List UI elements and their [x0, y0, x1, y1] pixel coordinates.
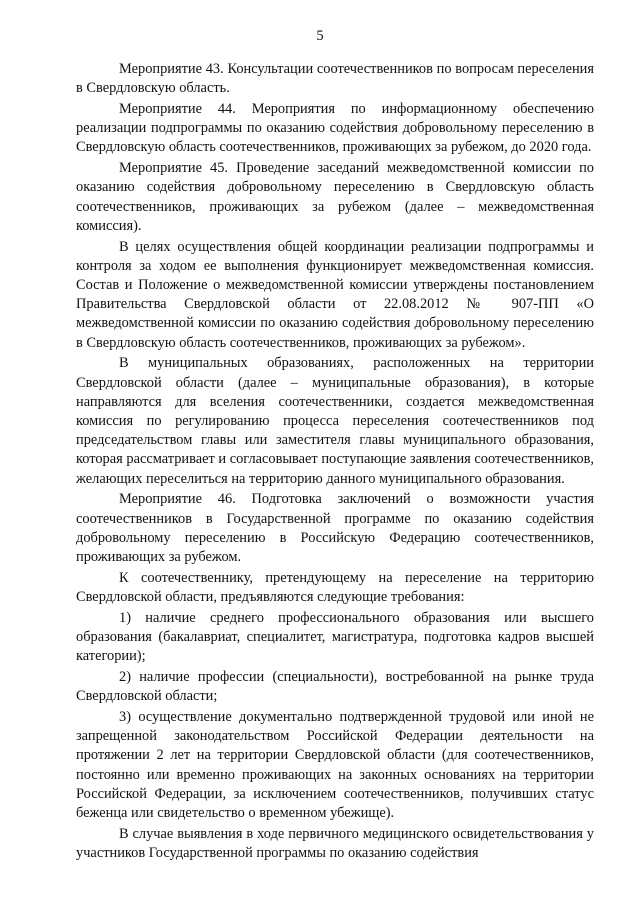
paragraph-measure-44: Мероприятие 44. Мероприятия по информационному обеспечению реализации подпрограммы по оказанию содействия добровольному переселению в Свердловскую область соотечественников, проживающих за рубежом, до 2020 года.: [76, 101, 594, 156]
paragraph-municipal-commissions: В муниципальных образованиях, расположенных на территории Свердловской области (далее – муниципальные образования), в которые направляются для вселения соотечественники, создается межведомственная комиссия по регулированию процесса переселения соотечественников под председательством главы или заместителя главы муниципального образования, которая рассматривает и согласовывает поступающие заявления соотечественников, желающих переселиться на территорию данного муниципального образования.: [76, 355, 594, 487]
requirement-item-1: 1) наличие среднего профессионального образования или высшего образования (бакалавриат, специалитет, магистратура, подготовка кадров высшей категории);: [76, 609, 594, 665]
paragraph-measure-45: Мероприятие 45. Проведение заседаний межведомственной комиссии по оказанию содействия добровольному переселению в Свердловскую область соотечественников, проживающих за рубежом (далее – межведомственная комиссия).: [76, 160, 594, 234]
paragraph-measure-43: Мероприятие 43. Консультации соотечественников по вопросам переселения в Свердловскую область.: [76, 61, 594, 97]
page-number: 5: [316, 28, 324, 44]
document-body: [76, 60, 594, 865]
paragraph-requirements-intro: К соотечественнику, претендующему на переселение на территорию Свердловской области, предъявляются следующие требования:: [76, 569, 594, 606]
paragraph-measure-46: Мероприятие 46. Подготовка заключений о возможности участия соотечественников в Государственной программе по оказанию содействия добровольному переселению в Российскую Федерацию соотечественников, проживающих за рубежом.: [76, 491, 594, 566]
paragraph-commission-coordination: В целях осуществления общей координации реализации подпрограммы и контроля за ходом ее выполнения функционирует межведомственная комиссия. Состав и Положение о межведомственной комиссии утверждены постановлением Правительства Свердловской области от 22.08.2012 № 907-ПП «О межведомственной комиссии по оказанию содействия добровольному переселению в Свердловскую область соотечественников, проживающих за рубежом».: [76, 238, 594, 351]
requirement-item-2: 2) наличие профессии (специальности), востребованной на рынке труда Свердловской области;: [76, 669, 594, 705]
requirement-item-3: 3) осуществление документально подтвержденной трудовой или иной не запрещенной законодательством Российской Федерации деятельности на протяжении 2 лет на территории Свердловской области (для соотечественников, постоянно или временно проживающих на законных основаниях на территории Российской Федерации, за исключением соотечественников, получивших статус беженца или свидетельство о временном убежище).: [76, 709, 594, 822]
paragraph-medical-examination: В случае выявления в ходе первичного медицинского освидетельствования у участников Государственной программы по оказанию содействия: [76, 825, 594, 862]
